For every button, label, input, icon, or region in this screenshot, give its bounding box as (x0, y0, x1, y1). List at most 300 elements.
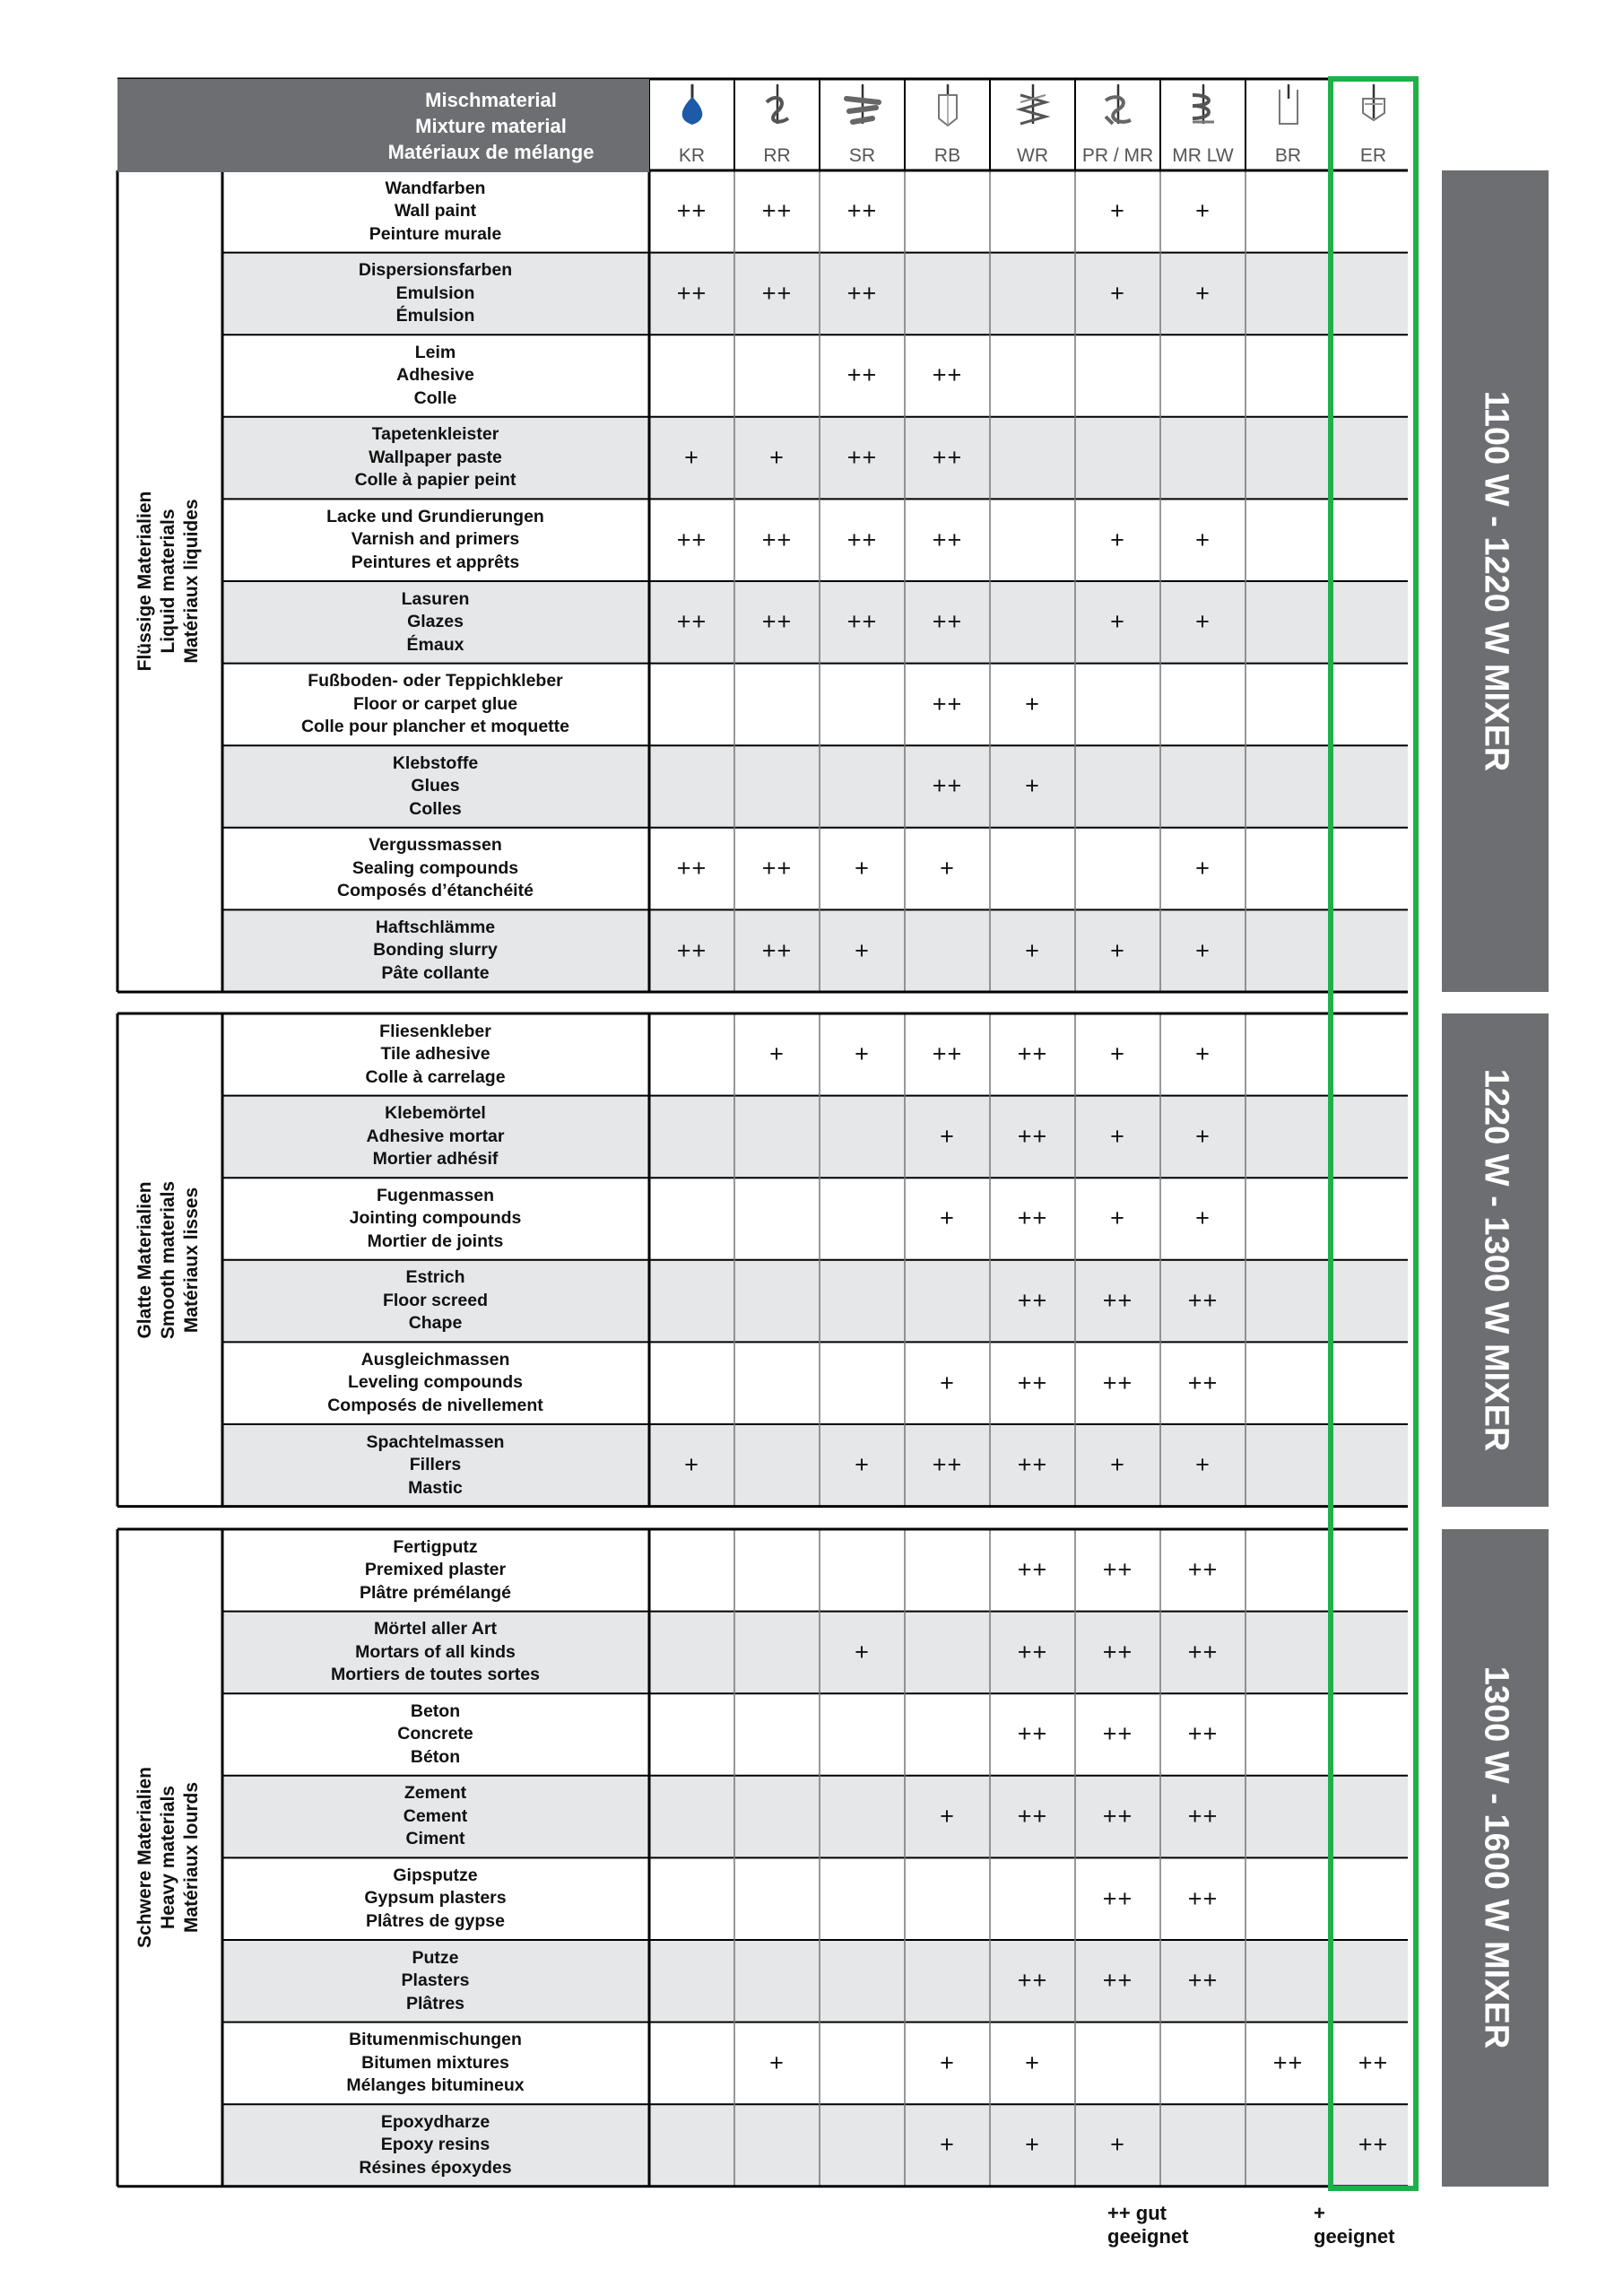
rating-cell: ++ (1187, 1287, 1219, 1315)
rating-cell (734, 1260, 820, 1343)
column-header-sr (820, 79, 905, 172)
rating-cell: ++ (1102, 1720, 1133, 1748)
kr-paddle-icon (649, 83, 734, 129)
column-label: RB (933, 145, 961, 166)
material-name-fr: Colle (413, 387, 457, 408)
rating-cell: ++ (1187, 1638, 1219, 1665)
material-name-fr: Résines époxydes (359, 2157, 512, 2178)
rating-cell: + (1025, 690, 1040, 718)
material-name-en: Adhesive (396, 365, 474, 386)
rating-cell: + (1110, 1040, 1125, 1068)
rating-cell: ++ (761, 936, 793, 964)
material-name (222, 253, 648, 335)
material-name-fr: Mortier de joints (367, 1231, 504, 1251)
rating-cell (1245, 1940, 1331, 2022)
rating-cell: + (1195, 855, 1211, 883)
rating-cell: + (1195, 1205, 1211, 1232)
rating-cell (734, 1342, 820, 1424)
material-name-en: Emulsion (395, 283, 475, 303)
material-name (222, 1013, 648, 1096)
rating-cell: + (855, 855, 870, 883)
column-label: KR (678, 145, 706, 166)
rating-cell (905, 1529, 990, 1612)
rating-cell: ++ (1102, 1638, 1133, 1665)
header-title-de: Mischmaterial (425, 88, 557, 111)
material-name-en: Wall paint (394, 201, 477, 222)
rating-cell (1331, 581, 1416, 664)
rating-cell: ++ (1017, 1638, 1048, 1665)
material-name-fr: Colle à carrelage (365, 1066, 506, 1087)
group-label-fr: Matériaux liquides (181, 499, 202, 664)
rating-cell (649, 1178, 734, 1260)
legend-suitable: + geeignet (1314, 2202, 1395, 2248)
material-name-fr: Ciment (405, 1829, 465, 1849)
material-name-en: Glues (411, 776, 460, 796)
rating-cell (1331, 1342, 1416, 1424)
material-name-de: Fertigputz (393, 1536, 478, 1557)
column-label: BR (1274, 145, 1302, 166)
material-name-fr: Composés d’étanchéité (337, 881, 534, 901)
column-header-wr (990, 79, 1075, 172)
material-name-de: Fußboden- oder Teppichkleber (308, 671, 563, 691)
rating-cell (1160, 335, 1245, 417)
rating-cell: ++ (1017, 1122, 1048, 1150)
rating-cell: + (1025, 772, 1040, 800)
rating-cell (1331, 1940, 1416, 2022)
rating-cell (734, 745, 820, 828)
rating-cell (1331, 1857, 1416, 1940)
rating-cell (990, 499, 1075, 581)
rating-cell (1331, 828, 1416, 910)
rating-cell (1245, 499, 1331, 581)
rating-cell (990, 581, 1075, 664)
column-header-mr-lw (1160, 79, 1245, 172)
rating-cell: + (855, 1040, 870, 1068)
rating-cell (820, 664, 905, 746)
mr-lw-paddle-icon (1160, 83, 1245, 129)
group-label-text (134, 1767, 204, 1948)
rating-cell: ++ (676, 197, 707, 225)
material-name-de: Ausgleichmassen (360, 1349, 510, 1370)
rating-cell (905, 1940, 990, 2022)
rating-cell (1245, 1776, 1331, 1858)
rating-cell: + (940, 1369, 955, 1396)
rating-cell (1075, 664, 1160, 746)
material-name-en: Bonding slurry (373, 940, 498, 961)
material-name (222, 664, 648, 746)
rating-cell: ++ (761, 526, 793, 553)
rating-cell: ++ (1187, 1720, 1219, 1748)
rating-cell: + (1195, 1040, 1211, 1068)
material-name-de: Lacke und Grundierungen (326, 506, 544, 526)
er-paddle-icon (1331, 83, 1416, 129)
rating-cell: ++ (1017, 1369, 1048, 1396)
rating-cell (1160, 745, 1245, 828)
rating-cell: ++ (846, 526, 878, 553)
group-label-fr: Matériaux lisses (181, 1187, 202, 1333)
material-name-fr: Colles (409, 798, 462, 819)
rating-cell (1331, 170, 1416, 253)
material-name-en: Floor screed (382, 1290, 489, 1310)
rating-cell: + (1195, 1451, 1211, 1479)
material-name-en: Leveling compounds (347, 1372, 524, 1393)
rating-cell (905, 253, 990, 335)
material-name (222, 828, 648, 910)
material-name-de: Klebemörtel (385, 1103, 486, 1124)
material-name (222, 581, 648, 664)
rating-cell: ++ (932, 361, 963, 389)
rating-cell: ++ (1187, 1803, 1219, 1831)
rating-cell (820, 1260, 905, 1343)
material-name (222, 1096, 648, 1178)
rating-cell: ++ (932, 690, 963, 718)
rating-cell (1245, 1178, 1331, 1260)
column-label: RR (763, 145, 791, 166)
rating-cell: + (1025, 936, 1040, 964)
rating-cell: ++ (1187, 1967, 1219, 1995)
rating-cell (820, 1940, 905, 2022)
rating-cell (1245, 1693, 1331, 1776)
rating-cell (649, 1940, 734, 2022)
rating-cell (1331, 664, 1416, 746)
material-name (222, 1529, 648, 1612)
rating-cell: + (1025, 2131, 1040, 2159)
rating-cell: + (769, 1040, 785, 1068)
material-name (222, 1424, 648, 1507)
rating-cell: + (1195, 526, 1211, 553)
rating-cell (820, 1096, 905, 1178)
rating-cell: ++ (761, 608, 793, 636)
rating-cell: + (1195, 197, 1211, 225)
rating-cell (820, 1857, 905, 1940)
material-name-fr: Colle à papier peint (354, 470, 516, 491)
rating-cell: ++ (1358, 2131, 1389, 2159)
material-name (222, 1342, 648, 1424)
rating-cell: + (1025, 2048, 1040, 2076)
rating-cell: ++ (1102, 1884, 1133, 1912)
rating-cell: + (1110, 608, 1125, 636)
rating-cell: ++ (846, 197, 878, 225)
rating-cell: ++ (761, 279, 793, 307)
rating-cell (820, 2022, 905, 2105)
material-name-de: Vergussmassen (369, 835, 502, 856)
material-name-en: Adhesive mortar (366, 1126, 505, 1146)
rating-cell (1075, 745, 1160, 828)
rating-cell (990, 335, 1075, 417)
rating-cell (1160, 2022, 1245, 2105)
material-name-fr: Peinture murale (369, 223, 502, 244)
rating-cell (1331, 1096, 1416, 1178)
rating-cell: ++ (1102, 1967, 1133, 1995)
rating-cell (1331, 335, 1416, 417)
material-name-fr: Peintures et apprêts (351, 552, 520, 572)
material-name (222, 1940, 648, 2022)
rating-cell: + (1110, 936, 1125, 964)
group-label-de: Flüssige Materialien (135, 491, 155, 672)
material-name (222, 909, 648, 992)
material-name-fr: Plâtres (405, 1993, 465, 2013)
rating-cell (905, 1693, 990, 1776)
rating-cell: ++ (676, 608, 707, 636)
material-name-fr: Mortiers de toutes sortes (331, 1665, 540, 1685)
rating-cell: ++ (761, 855, 793, 883)
legend-very-suitable: ++ gut geeignet (1107, 2202, 1189, 2248)
rating-cell (1075, 2022, 1160, 2105)
rating-cell: + (1195, 936, 1211, 964)
mixer-power-label: 1100 W - 1220 W MIXER (1477, 390, 1515, 772)
rating-cell: + (1110, 526, 1125, 553)
rating-cell: + (1110, 2131, 1125, 2159)
rating-cell (1245, 1013, 1331, 1096)
rating-cell (649, 1529, 734, 1612)
rating-cell: + (940, 1205, 955, 1232)
material-name (222, 499, 648, 581)
wr-paddle-icon (990, 83, 1075, 129)
rating-cell: + (1110, 1205, 1125, 1232)
material-name (222, 417, 648, 500)
rating-cell: ++ (1358, 2048, 1389, 2076)
rating-cell (734, 1612, 820, 1694)
material-name-de: Leim (414, 342, 456, 362)
material-name-de: Zement (404, 1783, 467, 1804)
rating-cell (649, 1260, 734, 1343)
rating-cell (1331, 1693, 1416, 1776)
rating-cell: ++ (1017, 1040, 1048, 1068)
mixer-power-bar (1442, 1013, 1549, 1507)
rating-cell: + (940, 1803, 955, 1831)
sr-paddle-icon (820, 83, 905, 129)
rating-cell: + (1195, 279, 1211, 307)
material-name-de: Lasuren (401, 588, 470, 609)
rating-cell (820, 1776, 905, 1858)
rating-cell: + (940, 855, 955, 883)
rating-cell (1331, 417, 1416, 500)
rating-cell: ++ (1102, 1287, 1133, 1315)
rating-cell (1331, 1776, 1416, 1858)
rating-cell: ++ (846, 279, 878, 307)
material-name-en: Mortars of all kinds (355, 1641, 516, 1662)
material-name-en: Floor or carpet glue (352, 693, 518, 714)
material-name-en: Concrete (397, 1724, 473, 1744)
rating-cell (1245, 1260, 1331, 1343)
rating-cell: ++ (1017, 1803, 1048, 1831)
rating-cell: ++ (846, 361, 878, 389)
rating-cell: ++ (1102, 1803, 1133, 1831)
rating-cell (905, 909, 990, 992)
rating-cell (820, 2104, 905, 2187)
material-name (222, 1260, 648, 1343)
material-name-en: Tile adhesive (380, 1044, 490, 1065)
rating-cell: ++ (1017, 1287, 1048, 1315)
rating-cell (734, 664, 820, 746)
material-name-en: Plasters (401, 1970, 470, 1991)
rating-cell: + (940, 2048, 955, 2076)
rating-cell (905, 170, 990, 253)
material-name (222, 2022, 648, 2105)
rating-cell (1331, 1013, 1416, 1096)
rating-cell (1331, 1260, 1416, 1343)
rb-paddle-icon (905, 83, 990, 129)
material-name (222, 1693, 648, 1776)
rating-cell (1331, 745, 1416, 828)
rating-cell (1075, 828, 1160, 910)
material-name-en: Bitumen mixtures (361, 2052, 509, 2073)
material-name-en: Jointing compounds (349, 1208, 522, 1229)
material-name-de: Klebstoffe (392, 752, 479, 773)
header-title-fr: Matériaux de mélange (387, 140, 595, 163)
rating-cell (1245, 335, 1331, 417)
br-paddle-icon (1245, 83, 1331, 129)
rating-cell (1245, 1424, 1331, 1507)
rating-cell (1245, 1096, 1331, 1178)
material-name-fr: Mastic (408, 1477, 463, 1498)
rating-cell (905, 1612, 990, 1694)
rating-cell (734, 1776, 820, 1858)
rating-cell (1245, 1342, 1331, 1424)
rating-cell (1331, 499, 1416, 581)
rating-cell (990, 1857, 1075, 1940)
header-title-en: Mixture material (415, 114, 567, 137)
rating-cell (734, 1529, 820, 1612)
rating-cell: + (1110, 1451, 1125, 1479)
rating-cell (734, 2104, 820, 2187)
group-label-de: Glatte Materialien (135, 1181, 155, 1339)
material-name-fr: Chape (408, 1313, 463, 1334)
rating-cell (734, 1940, 820, 2022)
rating-cell (1331, 1424, 1416, 1507)
column-label: MR LW (1172, 145, 1234, 166)
mixer-power-label: 1220 W - 1300 W MIXER (1477, 1068, 1515, 1452)
rating-cell (1245, 745, 1331, 828)
column-header-br (1245, 79, 1331, 172)
material-name-en: Cement (403, 1805, 468, 1826)
rating-cell: + (769, 2048, 785, 2076)
rating-cell (649, 335, 734, 417)
rating-cell: ++ (932, 1451, 963, 1479)
material-name-en: Varnish and primers (351, 529, 520, 550)
mixer-power-bar (1442, 1529, 1549, 2187)
material-name-de: Wandfarben (385, 178, 486, 198)
material-name-fr: Émaux (406, 634, 464, 655)
material-name-de: Bitumenmischungen (349, 2030, 522, 2050)
rating-cell: + (855, 1451, 870, 1479)
material-name-fr: Mortier adhésif (372, 1149, 499, 1170)
rating-cell (649, 1096, 734, 1178)
rating-cell: + (1110, 279, 1125, 307)
rating-cell (1245, 1857, 1331, 1940)
rating-cell: ++ (1272, 2048, 1304, 2076)
material-name-de: Dispersionsfarben (358, 260, 513, 281)
rating-cell (734, 335, 820, 417)
material-name-en: Glazes (407, 612, 464, 632)
material-name-de: Putze (412, 1947, 459, 1968)
rating-cell (649, 1857, 734, 1940)
rating-cell (990, 828, 1075, 910)
material-name-en: Sealing compounds (352, 857, 519, 878)
mixer-power-bar (1442, 170, 1549, 992)
rating-cell: ++ (1187, 1556, 1219, 1584)
rating-cell (649, 2022, 734, 2105)
pr-mr-paddle-icon (1075, 83, 1160, 129)
rating-cell: + (1110, 1122, 1125, 1150)
material-name-en: Fillers (409, 1455, 462, 1475)
rating-cell (1245, 828, 1331, 910)
material-name (222, 1776, 648, 1858)
mixer-power-label: 1300 W - 1600 W MIXER (1477, 1666, 1515, 2049)
rating-cell (990, 170, 1075, 253)
header-cell (117, 79, 649, 172)
material-name-fr: Composés de nivellement (327, 1395, 543, 1415)
rating-cell: + (1110, 197, 1125, 225)
rating-cell: + (940, 2131, 955, 2159)
material-name (222, 335, 648, 417)
rating-cell (734, 1857, 820, 1940)
rating-cell: ++ (1187, 1884, 1219, 1912)
material-name (222, 1857, 648, 1940)
material-name-fr: Plâtre prémélangé (359, 1582, 512, 1603)
rating-cell (1160, 417, 1245, 500)
rating-cell (1245, 170, 1331, 253)
material-name-fr: Plâtres de gypse (366, 1910, 505, 1931)
rating-cell (649, 1013, 734, 1096)
rating-cell (1075, 417, 1160, 500)
rating-cell (905, 1857, 990, 1940)
column-header-kr (649, 79, 734, 172)
material-name-de: Fliesenkleber (379, 1021, 491, 1041)
column-label: WR (1017, 145, 1048, 166)
rating-cell (1245, 2104, 1331, 2187)
rating-cell (820, 745, 905, 828)
rating-cell (1245, 581, 1331, 664)
group-label-en: Heavy materials (158, 1786, 178, 1930)
rating-cell: ++ (932, 608, 963, 636)
rating-cell: ++ (1187, 1369, 1219, 1396)
rating-cell (990, 253, 1075, 335)
rating-cell (1245, 909, 1331, 992)
group-label-text (134, 1181, 204, 1339)
rating-cell (1331, 1612, 1416, 1694)
rating-cell (1245, 253, 1331, 335)
rr-paddle-icon (734, 83, 820, 129)
rating-cell: ++ (932, 526, 963, 553)
rating-cell: ++ (1017, 1205, 1048, 1232)
material-name-de: Epoxydharze (380, 2111, 490, 2132)
rating-cell (649, 745, 734, 828)
rating-cell (649, 664, 734, 746)
rating-cell (1331, 1529, 1416, 1612)
rating-cell: + (855, 1638, 870, 1665)
group-label-de: Schwere Materialien (135, 1767, 155, 1949)
rating-cell (990, 417, 1075, 500)
rating-cell (649, 1776, 734, 1858)
rating-cell (1245, 417, 1331, 500)
rating-cell: ++ (676, 936, 707, 964)
rating-cell (1245, 1612, 1331, 1694)
rating-cell: ++ (676, 526, 707, 553)
rating-cell (1331, 253, 1416, 335)
rating-cell (1075, 335, 1160, 417)
material-name-en: Gypsum plasters (364, 1888, 507, 1909)
rating-cell: ++ (846, 444, 878, 472)
rating-cell (734, 1424, 820, 1507)
material-name-fr: Colle pour plancher et moquette (300, 717, 570, 737)
rating-cell: ++ (1017, 1451, 1048, 1479)
column-header-er (1331, 79, 1416, 172)
material-name (222, 745, 648, 828)
material-name-de: Gipsputze (393, 1865, 478, 1885)
rating-cell (734, 1178, 820, 1260)
rating-cell: + (1195, 1122, 1211, 1150)
